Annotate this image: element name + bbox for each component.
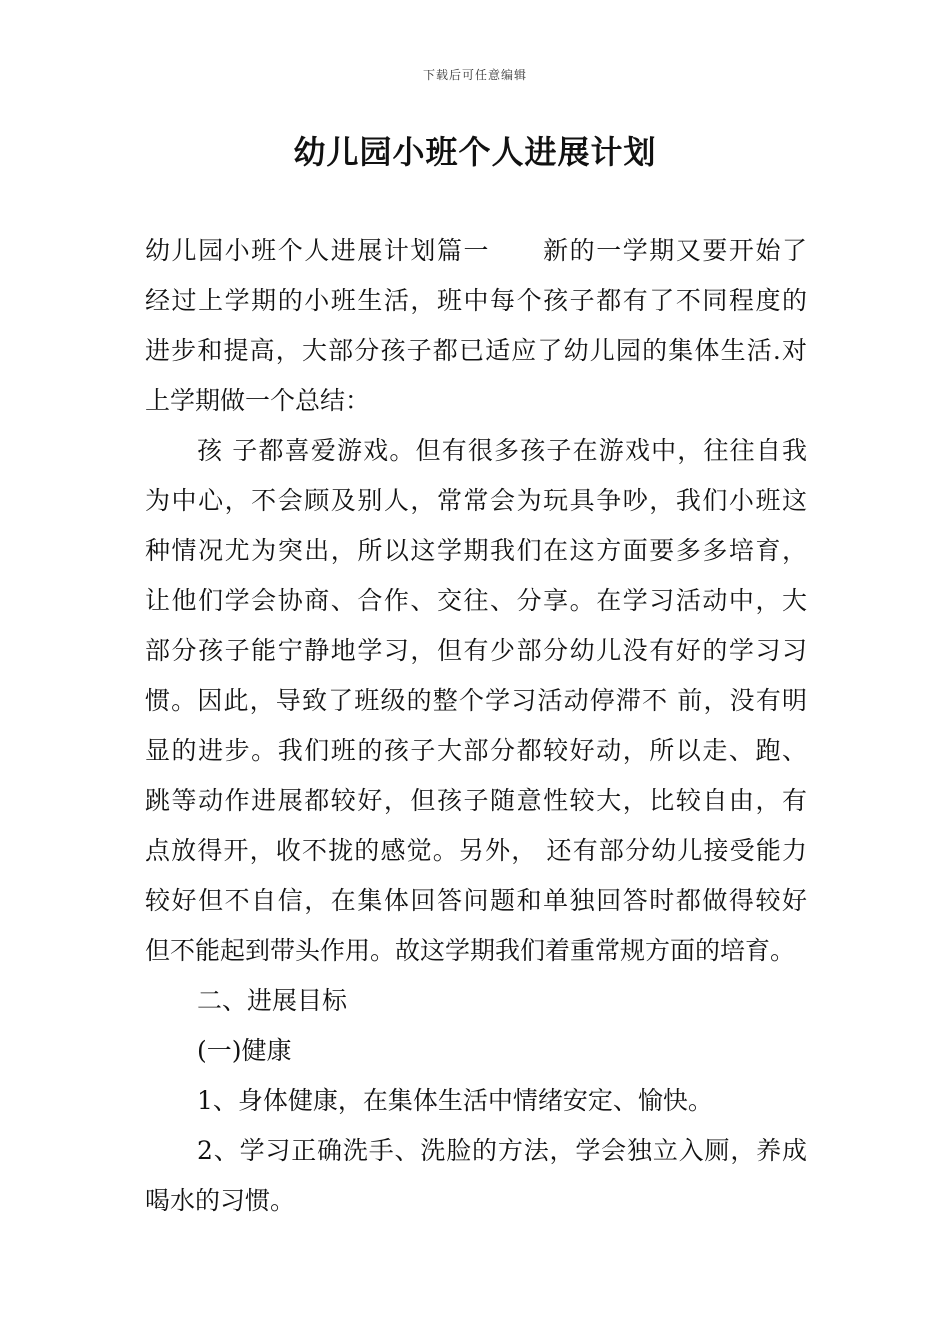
text-line: (一)健康: [197, 1036, 292, 1065]
text-line: 点放得开，收不拢的感觉。另外， 还有部分幼儿接受能力: [145, 836, 807, 865]
text-line: 进步和提高，大部分孩子都已适应了幼儿园的集体生活.对: [145, 336, 807, 365]
text-line: 显的进步。我们班的孩子大部分都较好动，所以走、跑、: [145, 736, 807, 765]
page-header-note: 下载后可任意编辑: [422, 68, 527, 82]
text-line: 惯。因此，导致了班级的整个学习活动停滞不 前，没有明: [145, 686, 807, 715]
text-line: 喝水的习惯。: [145, 1186, 296, 1215]
text-line: 二、进展目标: [197, 986, 348, 1015]
text-line: 较好但不自信，在集体回答问题和单独回答时都做得较好: [145, 886, 807, 915]
text-line: 但不能起到带头作用。故这学期我们着重常规方面的培育。: [145, 936, 796, 965]
document-body: [145, 226, 807, 1226]
text-line: 1、身体健康，在集体生活中情绪安定、愉快。: [197, 1086, 713, 1115]
document-title: 幼儿园小班个人进展计划: [293, 133, 657, 171]
text-line: 经过上学期的小班生活，班中每个孩子都有了不同程度的: [145, 286, 807, 315]
text-line: 上学期做一个总结：: [145, 386, 371, 415]
text-line: 跳等动作进展都较好，但孩子随意性较大，比较自由，有: [145, 786, 807, 815]
text-line: 孩 子都喜爱游戏。但有很多孩子在游戏中，往往自我: [197, 436, 807, 465]
text-line: 为中心，不会顾及别人，常常会为玩具争吵，我们小班这: [145, 486, 807, 515]
text-line: 种情况尤为突出，所以这学期我们在这方面要多多培育，: [145, 536, 807, 565]
text-line: 幼儿园小班个人进展计划篇一 新的一学期又要开始了: [145, 236, 807, 265]
text-line: 让他们学会协商、合作、交往、分享。在学习活动中，大: [145, 586, 807, 615]
text-line: 2、学习正确洗手、洗脸的方法，学会独立入厕，养成: [197, 1136, 807, 1165]
text-line: 部分孩子能宁静地学习，但有少部分幼儿没有好的学习习: [145, 636, 807, 665]
